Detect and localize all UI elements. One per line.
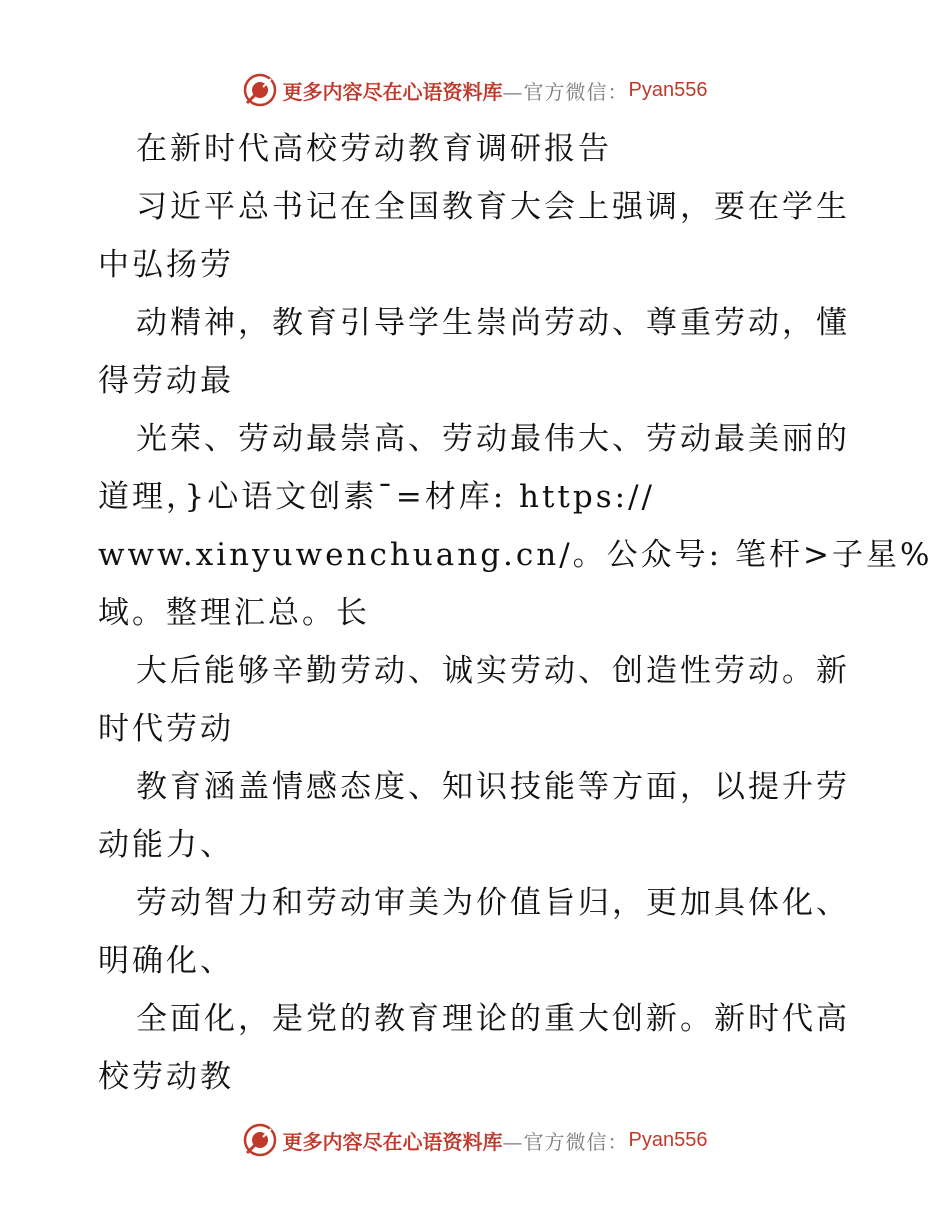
- pen-logo-icon: [243, 1123, 277, 1157]
- watermark-separator: —官方微信：: [502, 1129, 629, 1154]
- pen-logo-icon: [243, 73, 277, 107]
- watermark-text: 更多内容尽在心语资料库: [282, 1129, 503, 1154]
- paragraph-line: 校劳动教: [98, 1059, 234, 1095]
- paragraph-line: 劳动智力和劳动审美为价值旨归，更加具体化、: [136, 885, 850, 921]
- paragraph-line: 习近平总书记在全国教育大会上强调，要在学生: [136, 189, 850, 225]
- paragraph-line: 动能力、: [98, 827, 234, 863]
- paragraph-line: 中弘扬劳: [98, 247, 234, 283]
- paragraph-line: 全面化，是党的教育理论的重大创新。新时代高: [136, 1001, 850, 1037]
- document-body: [98, 120, 933, 1106]
- watermark-text: 更多内容尽在心语资料库: [282, 79, 503, 104]
- watermark-separator: —官方微信：: [502, 79, 629, 104]
- paragraph-line: 动精神，教育引导学生崇尚劳动、尊重劳动，懂: [136, 305, 850, 341]
- paragraph-line: 域。整理汇总。长: [98, 595, 370, 631]
- watermark-wechat-id: Pyan556: [628, 78, 708, 101]
- watermark-wechat-id: Pyan556: [628, 1128, 708, 1151]
- footer-watermark: [0, 1120, 950, 1160]
- paragraph-line: 教育涵盖情感态度、知识技能等方面，以提升劳: [136, 769, 850, 805]
- paragraph-line: 时代劳动: [98, 711, 234, 747]
- paragraph-line: 光荣、劳动最崇高、劳动最伟大、劳动最美丽的: [136, 421, 850, 457]
- paragraph-line: 得劳动最: [98, 363, 234, 399]
- document-title: 在新时代高校劳动教育调研报告: [136, 131, 612, 167]
- paragraph-line: 明确化、: [98, 943, 234, 979]
- paragraph-line: www.xinyuwenchuang.cn/。公众号: 笔杆>子星%: [98, 537, 933, 573]
- paragraph-line: 道理，}心语文创素¯=材库: https://: [98, 479, 655, 515]
- header-watermark: [0, 70, 950, 110]
- paragraph-line: 大后能够辛勤劳动、诚实劳动、创造性劳动。新: [136, 653, 850, 689]
